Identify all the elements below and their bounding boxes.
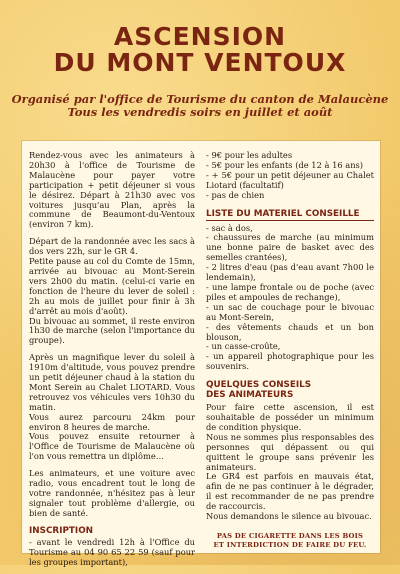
- materiel-item: - un casse-croûte,: [206, 341, 281, 352]
- conseils-heading-line-1: QUELQUES CONSEILS: [206, 380, 312, 391]
- materiel-item: - une lampe frontale ou de poche (avec piles et ampoules de rechange),: [206, 281, 374, 302]
- paragraph-rendez-vous: Rendez-vous avec les animateurs à 20h30 à l'office de Tourisme de Malaucène pour payer votre participation + petit déjeuner si vous le désirez. Départ à 21h30 avec vos voitures jusqu'au Plan, après la commune de Beaumont-du-Ventoux (environ 7 km).: [29, 150, 195, 230]
- footnote-line-1: PAS DE CIGARETTE DANS LES BOIS: [216, 532, 364, 540]
- page-subtitle: [0, 93, 400, 119]
- inscription-heading: INSCRIPTION: [29, 525, 94, 536]
- paragraph-lever-soleil: Après un magnifique lever du soleil à 1910m d'altitude, vous pouvez prendre un petit déjeuner chaud à la station du Mont Serein au Chalet LIOTARD. Vous retrouvez vos véhicules vers 10h30 du matin.: [29, 352, 195, 412]
- materiel-list: [206, 224, 374, 373]
- subtitle-line-1: Organisé par l'office de Tourisme du canton de Malaucène: [11, 92, 389, 106]
- materiel-item: - des vêtements chauds et un bon blouson,: [206, 321, 374, 342]
- price-item: - + 5€ pour un petit déjeuner au Chalet Liotard (facultatif): [206, 169, 374, 190]
- paragraph-pause: Petite pause au col du Comte de 15mn, arrivée au bivouac au Mont-Serein vers 2h00 du matin. (celui-ci varie en fonction de l'heure du lever de soleil : 2h au mois de juillet pour finir à 3h d'arrêt au mois d'août).: [29, 256, 195, 316]
- price-list: [206, 151, 374, 201]
- content-panel: [22, 141, 380, 567]
- paragraph-animateurs: Les animateurs, et une voiture avec radio, vous encadrent tout le long de votre randonnée, n'hésitez pas à leur signaler tout problème d'allergie, ou bien de santé.: [29, 468, 195, 518]
- right-column: [206, 151, 374, 550]
- title-line-1: ASCENSION: [113, 22, 287, 51]
- paragraph-diplome: Vous pouvez ensuite retourner à l'Office de Tourisme de Malaucène où l'on vous remettra un diplôme…: [29, 431, 195, 462]
- conseil-paragraph: Pour faire cette ascension, il est souhaitable de posséder un minimum de condition physique.: [206, 402, 374, 432]
- warning-footnote: [206, 532, 374, 550]
- paragraph-bivouac: Du bivouac au sommet, il reste environ 1h30 de marche (selon l'importance du groupe).: [29, 315, 195, 346]
- conseil-paragraph: Nous ne sommes plus responsables des personnes qui dépassent ou qui quittent le groupe sans prévenir les animateurs.: [206, 431, 374, 472]
- materiel-item: - sac à dos,: [206, 222, 253, 233]
- title-line-2: DU MONT VENTOUX: [53, 48, 347, 77]
- materiel-heading: LISTE DU MATERIEL CONSEILLE: [206, 209, 374, 221]
- subtitle-line-2: Tous les vendredis soirs en juillet et août: [67, 105, 333, 119]
- conseils-heading-line-2: DES ANIMATEURS: [206, 390, 294, 401]
- conseils-heading: [206, 380, 374, 400]
- footnote-line-2: ET INTERDICTION DE FAIRE DU FEU.: [213, 541, 367, 549]
- materiel-item: - un sac de couchage pour le bivouac au Mont-Serein,: [206, 301, 374, 322]
- left-column: [29, 151, 195, 574]
- inscription-text: - avant le vendredi 12h à l'Office du Tourisme au 04 90 65 22 59 (sauf pour les groupes important),: [29, 536, 195, 567]
- conseil-paragraph: Le GR4 est parfois en mauvais état, afin de ne pas continuer à le dégrader, il est recommander de ne pas prendre de raccourcis.: [206, 471, 374, 512]
- paragraph-depart: Départ de la randonnée avec les sacs à dos vers 22h, sur le GR 4.: [29, 236, 195, 257]
- price-item: - 5€ pour les enfants (de 12 à 16 ans): [206, 159, 364, 170]
- materiel-item: - 2 litres d'eau (pas d'eau avant 7h00 le lendemain),: [206, 262, 374, 283]
- conseil-paragraph: Nous demandons le silence au bivouac.: [206, 511, 372, 522]
- price-item: - 9€ pour les adultes: [206, 150, 293, 160]
- materiel-item: - un appareil photographique pour les souvenirs.: [206, 351, 374, 372]
- price-item: - pas de chien: [206, 189, 265, 200]
- paragraph-parcours: Vous aurez parcouru 24km pour environ 8 heures de marche.: [29, 411, 195, 432]
- materiel-item: - chaussures de marche (au minimum une bonne paire de basket avec des semelles crantées),: [206, 232, 374, 263]
- page-title: [0, 24, 400, 76]
